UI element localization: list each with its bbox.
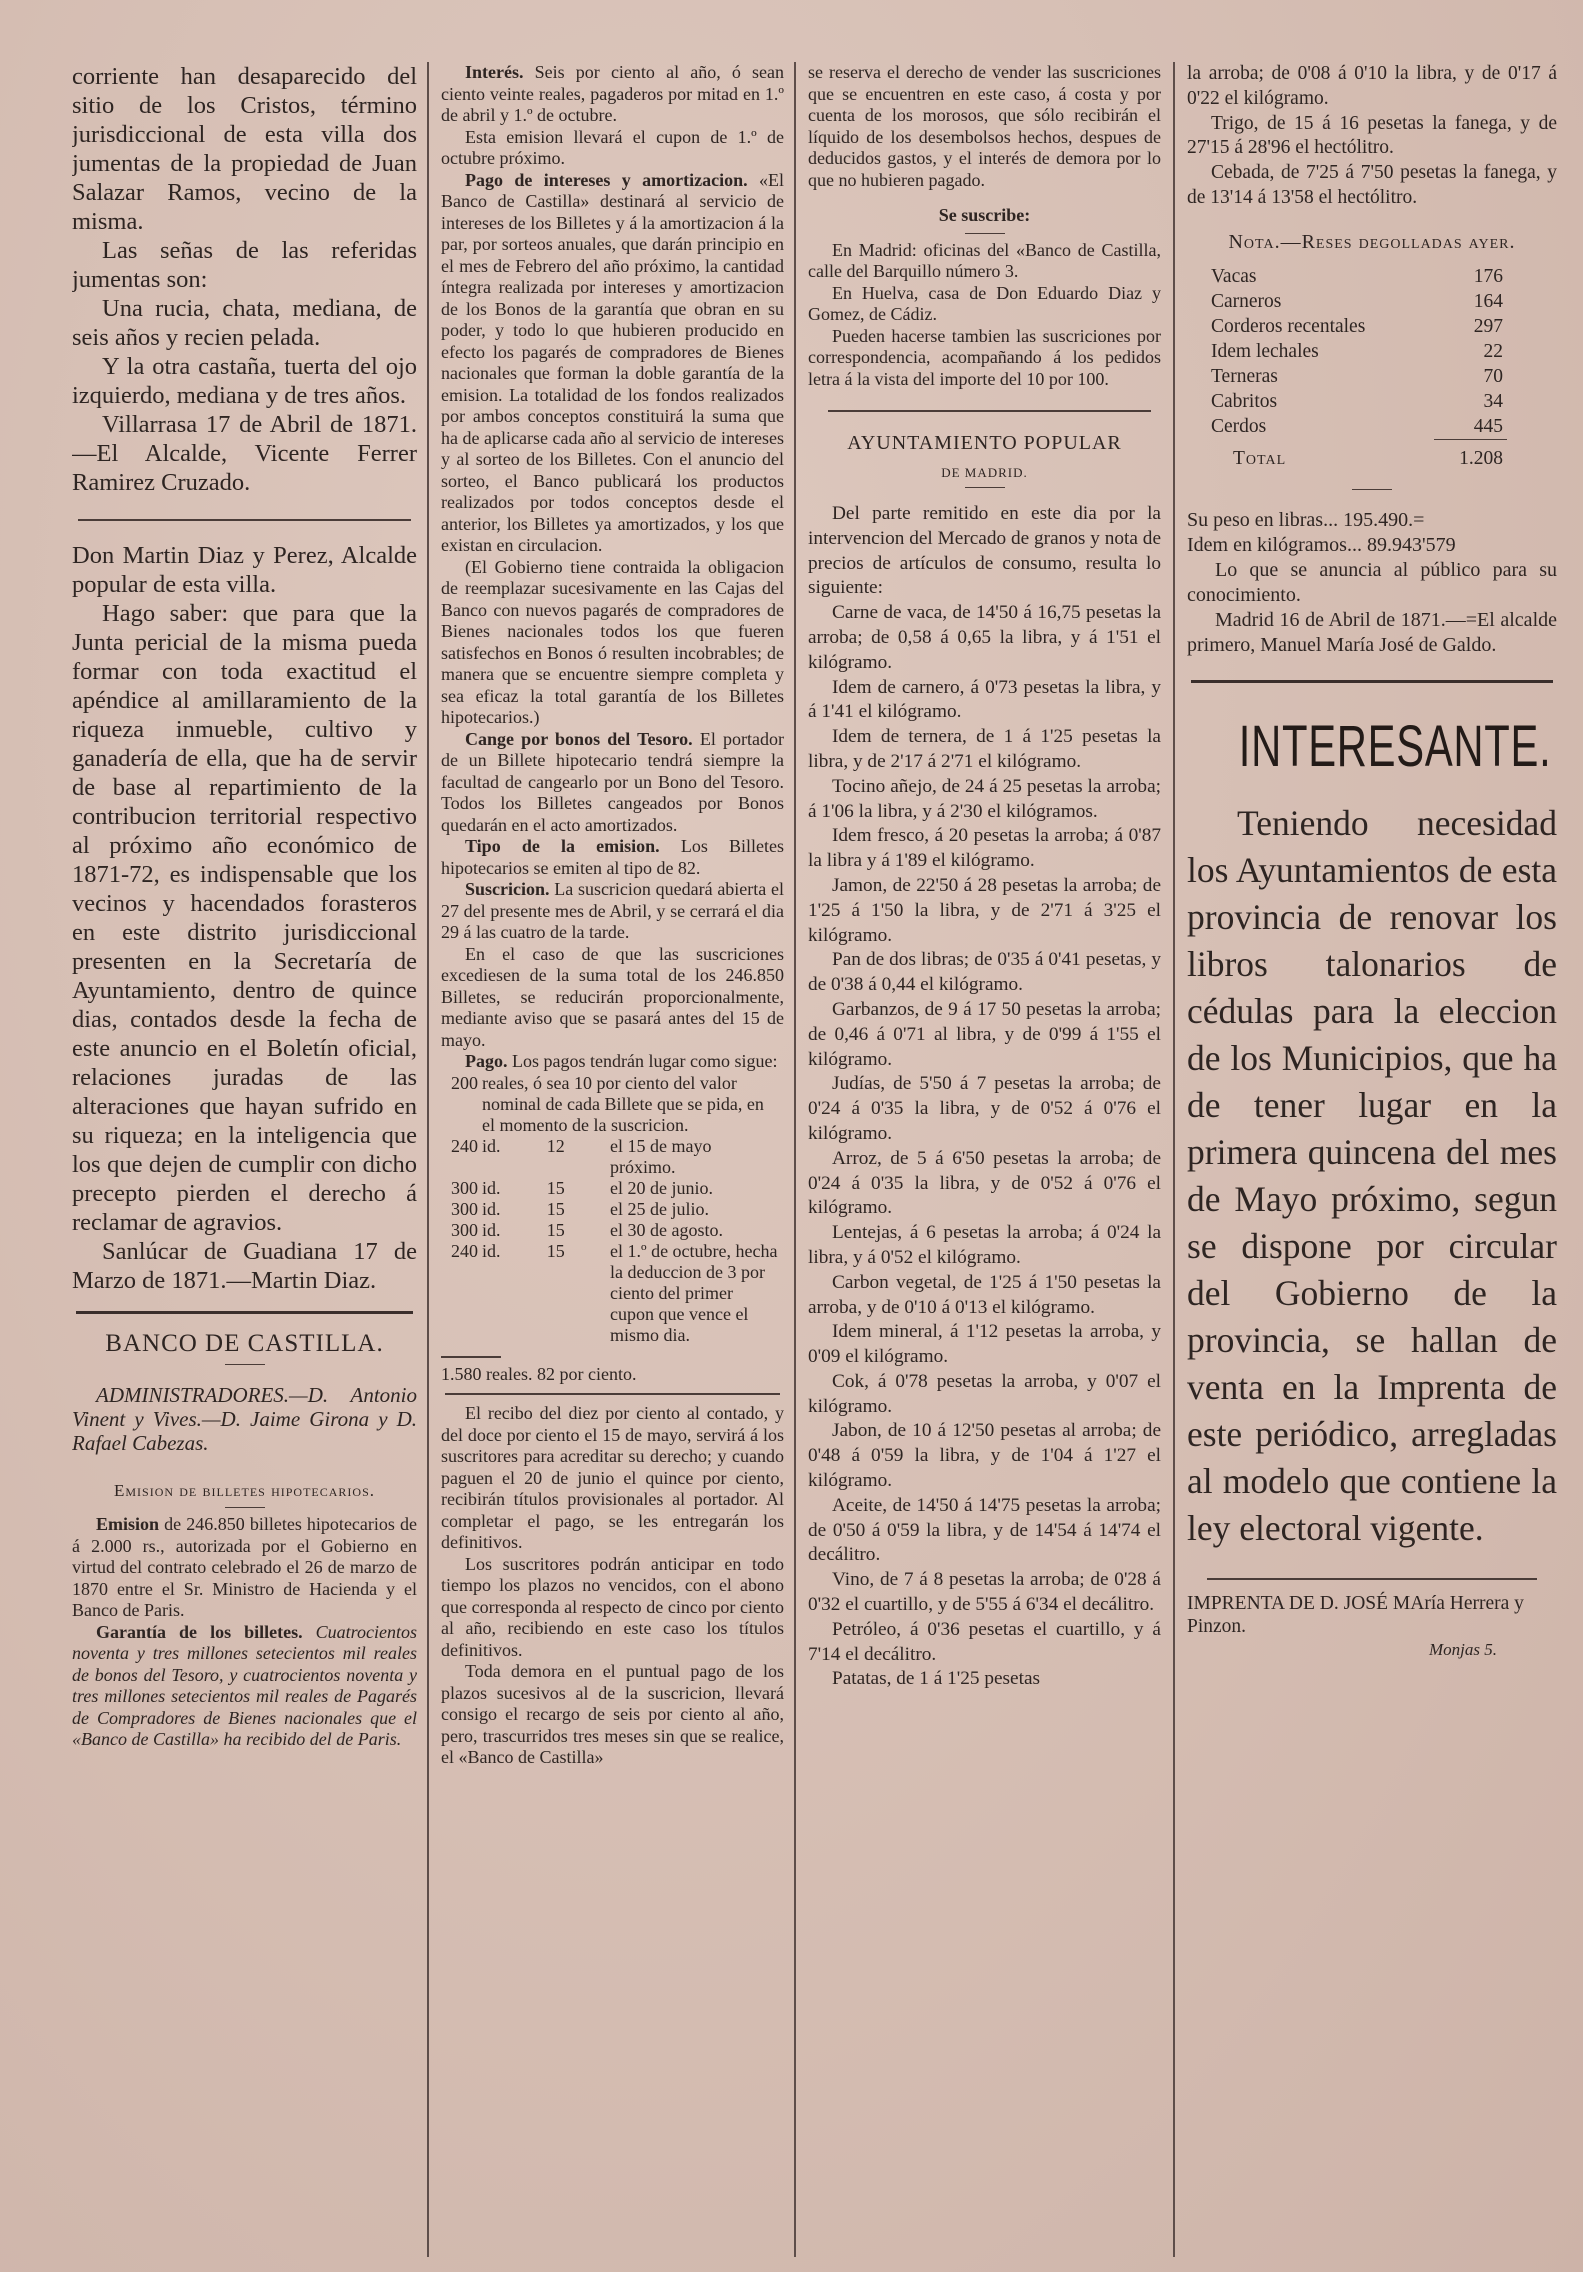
livestock-name: Carneros: [1211, 290, 1282, 312]
notice-sanlucar: [72, 541, 417, 1295]
imprenta-line2: Monjas 5.: [1429, 1639, 1497, 1659]
livestock-value: 22: [1483, 340, 1503, 362]
price-item: Idem fresco, á 20 pesetas la arroba; á 0'87 la libra y á 1'89 el kilógramo.: [808, 825, 1161, 872]
divider: [1207, 1578, 1537, 1580]
divider: [78, 519, 411, 521]
livestock-value: 70: [1483, 365, 1503, 387]
price-item: Tocino añejo, de 24 á 25 pesetas la arroba; á 1'06 la libra, y á 2'30 el kilógramos.: [808, 775, 1161, 822]
publico-text: Lo que se anuncia al público para su conocimiento.: [1187, 558, 1557, 606]
payment-a: id.: [482, 1219, 501, 1240]
divider: [828, 410, 1151, 412]
interesante-title: INTERESANTE.: [1238, 713, 1552, 779]
emision-lead: Emision: [96, 1514, 160, 1534]
divider: [1191, 680, 1553, 683]
administradores: ADMINISTRADORES.—D. Antonio Vinent y Vives.—D. Jaime Girona y D. Rafael Cabezas.: [72, 1383, 417, 1455]
livestock-value: 176: [1473, 265, 1503, 287]
total-value: 1.208: [1459, 447, 1503, 469]
payment-b: 15: [546, 1240, 565, 1261]
payment-amount: 240: [451, 1135, 478, 1156]
short-divider: [1352, 489, 1392, 490]
payment-row: [451, 1220, 784, 1241]
livestock-row: [1207, 264, 1507, 289]
payments-table: [451, 1073, 784, 1346]
garantia-lead: Garantía de los billetes.: [96, 1621, 303, 1642]
interes-text: Seis por ciento al año, ó sean ciento veinte reales, pagaderos por mitad en 1.º de abril y 1.º de octubre.: [441, 62, 784, 125]
anticipar-text: Los suscritores podrán anticipar en todo tiempo los plazos no vencidos, con el abono que corresponda al respecto de cinco por ciento al año, recibiendo en este caso los títulos definitivos.: [441, 1553, 784, 1660]
payment-a: id.: [482, 1135, 501, 1156]
payment-c: el 25 de julio.: [610, 1198, 709, 1219]
price-item: Petróleo, á 0'36 pesetas el cuartillo, y á 7'14 el decálitro.: [808, 1618, 1161, 1665]
reserva-text: se reserva el derecho de vender las suscriciones que se encuentren en este caso, á costa y por cuenta de los morosos, que sólo recibirán el líquido de los desembolsos hechos, despues de deducidos gastos, y el interés de demora por lo que no hubieren pagado.: [808, 62, 1161, 190]
payment-b: 15: [546, 1177, 565, 1198]
prices-section: [808, 502, 1161, 1692]
payment-desc: reales, ó sea 10 por ciento del valor nominal de cada Billete que se pida, en el momento de la suscricion.: [482, 1072, 764, 1135]
pago-text: «El Banco de Castilla» destinará al servicio de intereses de los Billetes y á la amortizacion á la par, por sorteos anuales, que darán principio en el mes de Febrero del año próximo, la cantidad íntegra realizada por intereses y amortizacion de los Bonos de la garantía que obran en su poder, y todo lo que hubieren producido en efecto los pagarés de compradores de Bienes nacionales que forman la doble garantía de la emision. La totalidad de los fondos realizados por ambos conceptos constituirá la suma que ha de aplicarse cada año al servicio de intereses y al sorteo de los Billetes. Con el anuncio del sorteo, el Banco publicará los productos realizados por todos conceptos desde el anterior, los Billetes ya amortizados, y los que existan en circulacion.: [441, 169, 784, 555]
price-item: Jabon, de 10 á 12'50 pesetas al arroba; de 0'48 á 0'59 la libra, y de 1'04 á 1'27 el kilógramo.: [808, 1420, 1161, 1492]
payment-c: el 1.º de octubre, hecha la deduccion de 3 por ciento del primer cupon que vence el mismo dia.: [610, 1240, 778, 1345]
peso-kilos: Idem en kilógramos... 89.943'579: [1187, 533, 1456, 556]
tipo-text: Los Billetes hipotecarios se emiten al tipo de 82.: [441, 836, 785, 878]
payment-row: [451, 1241, 784, 1346]
payment-b: 15: [546, 1198, 565, 1219]
price-item: Trigo, de 15 á 16 pesetas la fanega, y de 27'15 á 28'96 el hectólitro.: [1187, 112, 1557, 159]
price-item: Carbon vegetal, de 1'25 á 1'50 pesetas la arroba, y de 0'10 á 0'13 el kilógramo.: [808, 1271, 1161, 1318]
payment-amount: 200: [451, 1072, 478, 1093]
payment-row: [451, 1178, 784, 1199]
total-label: Total: [1233, 447, 1287, 469]
nota-heading: Nota.—Reses degolladas ayer.: [1228, 230, 1516, 253]
payment-row: [451, 1136, 784, 1178]
notice1-p4: Y la otra castaña, tuerta del ojo izquierdo, mediana y de tres años.: [72, 353, 417, 409]
short-divider: [225, 1507, 265, 1508]
short-divider: [965, 233, 1005, 234]
livestock-name: Vacas: [1211, 265, 1257, 287]
ayto-sub: DE MADRID.: [941, 465, 1028, 480]
short-divider: [225, 1364, 265, 1365]
livestock-table: [1207, 264, 1507, 471]
price-item: Aceite, de 14'50 á 14'75 pesetas la arroba; de 0'50 á 0'59 la libra, y de 14'54 á 14'74 el decálitro.: [808, 1494, 1161, 1566]
price-item: Idem de ternera, de 1 á 1'25 pesetas la libra, y de 2'17 á 2'71 el kilógramo.: [808, 726, 1161, 772]
livestock-row: [1207, 289, 1507, 314]
pago-lead: Pago de intereses y amortizacion.: [465, 169, 748, 190]
payment-amount: 300: [451, 1177, 478, 1198]
huelva-text: En Huelva, casa de Don Eduardo Diaz y Gomez, de Cádiz.: [808, 282, 1161, 324]
imprenta-line1: IMPRENTA DE D. JOSÉ MAría Herrera y Pinzon.: [1187, 1592, 1524, 1637]
price-item: Pan de dos libras; de 0'35 á 0'41 pesetas, y de 0'38 á 0,44 el kilógramo.: [808, 949, 1161, 996]
payment-row: [451, 1199, 784, 1220]
parte-text: Del parte remitido en este dia por la intervencion del Mercado de granos y nota de precios de artículos de consumo, resulta lo siguiente:: [808, 503, 1161, 599]
exceso-text: En el caso de que las suscriciones excediesen de la suma total de los 246.850 Billetes, se reducirán proporcionalmente, mediante aviso que se pasará antes del 15 de mayo.: [441, 943, 784, 1050]
notice1-p2: Las señas de las referidas jumentas son:: [72, 237, 417, 293]
livestock-name: Idem lechales: [1211, 340, 1319, 362]
short-divider: [965, 487, 1005, 488]
interesante-notice: [1187, 800, 1557, 1552]
price-item: Garbanzos, de 9 á 17 50 pesetas la arroba; de 0,46 á 0'71 al libra, y de 0'99 á 1'55 el kilógramo.: [808, 998, 1161, 1070]
price-item: Judías, de 5'50 á 7 pesetas la arroba; de 0'24 á 0'35 la libra, y de 0'52 á 0'76 el kilógramo.: [808, 1073, 1161, 1144]
livestock-name: Terneras: [1211, 365, 1278, 387]
livestock-name: Corderos recentales: [1211, 315, 1366, 337]
demora-text: Toda demora en el puntual pago de los plazos sucesivos al de la suscricion, llevará consigo el recargo de seis por ciento al año, pero, trascurridos tres meses sin que se realice, el «Banco de Castilla»: [441, 1661, 784, 1767]
payment-row: [451, 1073, 784, 1136]
notice1-p3: Una rucia, chata, mediana, de seis años y recien pelada.: [72, 295, 417, 351]
payment-a: id.: [482, 1198, 501, 1219]
peso-libras: Su peso en libras... 195.490.=: [1187, 508, 1425, 531]
banco-title: BANCO DE CASTILLA.: [105, 1330, 384, 1357]
payment-c: el 20 de junio.: [610, 1177, 713, 1198]
divider: [445, 1393, 780, 1395]
notice2-p1: Don Martin Diaz y Perez, Alcalde popular de esta villa.: [72, 542, 417, 598]
tipo-lead: Tipo de la emision.: [465, 836, 660, 856]
price-item: Carne de vaca, de 14'50 á 16,75 pesetas la arroba; de 0,58 á 0,65 la libra, y á 1'51 el kilógramo.: [808, 602, 1161, 673]
fecha-text: Madrid 16 de Abril de 1871.—=El alcalde primero, Manuel María José de Galdo.: [1187, 608, 1557, 656]
madrid-text: En Madrid: oficinas del «Banco de Castilla, calle del Barquillo número 3.: [808, 239, 1161, 281]
reserva-section: [808, 62, 1161, 390]
column-1: [72, 62, 427, 2262]
notice2-sign: Sanlúcar de Guadiana 17 de Marzo de 1871.—Martin Diaz.: [72, 1238, 417, 1294]
livestock-row: [1207, 389, 1507, 414]
notice1-sign: Villarrasa 17 de Abril de 1871.—El Alcalde, Vicente Ferrer Ramirez Cruzado.: [72, 411, 417, 496]
recibo-text: El recibo del diez por ciento al contado, y del doce por ciento el 15 de mayo, servirá á los suscritores para acreditar su derecho; y cuando paguen el 20 de junio el quince por ciento, recibirán títulos provisionales al portador. Al completar el pago, se les entregarán los definitivos.: [441, 1403, 784, 1552]
price-item: Arroz, de 5 á 6'50 pesetas la arroba; de 0'24 á 0'35 la libra, y de 0'52 á 0'76 el kilógramo.: [808, 1147, 1161, 1219]
livestock-value: 34: [1483, 390, 1503, 412]
price-item: Idem mineral, á 1'12 pesetas la arroba, y 0'09 el kilógramo.: [808, 1321, 1161, 1368]
price-item: Cebada, de 7'25 á 7'50 pesetas la fanega, y de 13'14 á 13'58 el hectólitro.: [1187, 162, 1557, 208]
column-3: [796, 62, 1173, 2262]
payment-b: 15: [546, 1219, 565, 1240]
payment-a: id.: [482, 1177, 501, 1198]
interes-p2: Esta emision llevará el cupon de 1.º de octubre próximo.: [441, 126, 784, 168]
price-item: Patatas, de 1 á 1'25 pesetas: [832, 1668, 1041, 1690]
divider: [441, 1356, 501, 1358]
garantia-text: Cuatrocientos noventa y tres millones setecientos mil reales de bonos del Tesoro, y cuatrocientos noventa y tres millones setecientos mil reales de Pagarés de Compradores de Bienes nacionales que el «Banco de Castilla» ha recibido del de Paris.: [72, 1621, 418, 1749]
gobierno-text: (El Gobierno tiene contraida la obligacion de reemplazar sucesivamente en las Cajas del Banco con nuevos pagarés de compradores de Bienes nacionales todos los que fueren satisfechos en Bonos ó resulten incobrables; de manera que se encuentre siempre completa y sea eficaz la total garantía de los Billetes hipotecarios.): [441, 556, 784, 727]
emision-section: [72, 1514, 417, 1751]
banco-section: [72, 1383, 417, 1455]
price-item: la arroba; de 0'08 á 0'10 la libra, y de 0'17 á 0'22 el kilógramo.: [1187, 63, 1557, 109]
cange-lead: Cange por bonos del Tesoro.: [465, 728, 693, 749]
livestock-value: 164: [1473, 290, 1503, 312]
column-4: [1175, 62, 1563, 2262]
livestock-name: Cabritos: [1211, 390, 1278, 412]
payment-amount: 300: [451, 1219, 478, 1240]
livestock-value: 297: [1473, 315, 1503, 337]
payment-c: el 15 de mayo próximo.: [610, 1135, 712, 1177]
payment-amount: 240: [451, 1240, 478, 1261]
payment-amount: 300: [451, 1198, 478, 1219]
livestock-row: [1207, 414, 1507, 440]
suscricion-lead: Suscricion.: [465, 879, 550, 899]
payment-b: 12: [546, 1135, 565, 1156]
livestock-row: [1207, 364, 1507, 389]
emision-heading: Emision de billetes hipotecarios.: [113, 1481, 376, 1500]
interesante-text: Teniendo necesidad los Ayuntamientos de esta provincia de renovar los libros talonarios de cédulas para la eleccion de los Municipios, que ha de tener lugar en la primera quincena del mes de Mayo próximo, segun se dispone por circular del Gobierno de la provincia, se hallan de venta en la Imprenta de este periódico, arregladas al modelo que contiene la ley electoral vigente.: [1187, 802, 1557, 1548]
divider: [76, 1311, 413, 1314]
livestock-name: Cerdos: [1211, 416, 1267, 438]
total-line: 1.580 reales. 82 por ciento.: [441, 1363, 637, 1384]
price-item: Jamon, de 22'50 á 28 pesetas la arroba; de 1'25 á 1'50 la libra, y de 2'71 á 3'25 el kilógramo.: [808, 874, 1161, 946]
suscricion-text: La suscricion quedará abierta el 27 del presente mes de Abril, y se cerrará el dia 29 á las cuatro de la tarde.: [441, 879, 784, 942]
column-2: [429, 62, 794, 2262]
ayto-title: AYUNTAMIENTO POPULAR: [847, 432, 1122, 454]
peso-section: [1187, 508, 1557, 658]
pagos-text: Los pagos tendrán lugar como sigue:: [512, 1051, 778, 1071]
livestock-row: [1207, 339, 1507, 364]
price-item: Idem de carnero, á 0'73 pesetas la libra, y á 1'41 el kilógramo.: [808, 676, 1161, 723]
price-item: Lentejas, á 6 pesetas la arroba; á 0'24 la libra, y á 0'52 el kilógramo.: [808, 1222, 1161, 1268]
emision-text: de 246.850 billetes hipotecarios de á 2.000 rs., autorizada por el Gobierno en virtud del contrato celebrado el 26 de marzo de 1870 entre el Sr. Ministro de Hacienda y el Banco de Paris.: [72, 1514, 418, 1620]
price-item: Cok, á 0'78 pesetas la arroba, y 0'07 el kilógramo.: [808, 1370, 1161, 1417]
corresp-text: Pueden hacerse tambien las suscriciones por correspondencia, acompañando á los pedidos letra á la vista del importe del 10 por 100.: [808, 325, 1161, 389]
payment-a: id.: [482, 1240, 501, 1261]
livestock-row: [1207, 314, 1507, 339]
price-item: Vino, de 7 á 8 pesetas la arroba; de 0'28 á 0'32 el cuartillo, y de 5'55 á 6'34 el decálitro.: [808, 1569, 1161, 1616]
pagos-lead: Pago.: [465, 1051, 508, 1071]
prices-continued: [1187, 62, 1557, 211]
cange-text: El portador de un Billete hipotecario tendrá siempre la facultad de cangearlo por un Bono del Tesoro. Todos los Billetes cangeados por Bonos quedarán en el acto amortizados.: [441, 728, 784, 835]
payment-c: el 30 de agosto.: [610, 1219, 723, 1240]
livestock-value: 445: [1473, 415, 1503, 437]
imprenta: [1187, 1592, 1557, 1661]
interes-lead: Interés.: [465, 62, 524, 82]
notice1-p1: corriente han desaparecido del sitio de los Cristos, término jurisdiccional de esta villa dos jumentas de la propiedad de Juan Salazar Ramos, vecino de la misma.: [72, 63, 417, 235]
columns: [72, 62, 1565, 2262]
suscribe-heading: Se suscribe:: [938, 205, 1031, 225]
notice-villarrasa: [72, 62, 417, 497]
notice2-p2: Hago saber: que para que la Junta pericial de la misma pueda formar con toda exactitud el apéndice al amillaramiento de la riqueza inmueble, cultivo y ganadería de ella, que ha de servir de base al repartimiento de la contribucion territorial respectivo al próximo año económico de 1871-72, es indispensable que los vecinos y hacendados forasteros en este distrito jurisdiccional presenten en la Secretaría de Ayuntamiento, dentro de quince dias, contados desde la fecha de este anuncio en el Boletín oficial, relaciones juradas de las alteraciones que hayan sufrido en su riqueza; en la inteligencia que los que dejen de cumplir con dicho precepto pierden el derecho á reclamar de agravios.: [72, 600, 417, 1236]
